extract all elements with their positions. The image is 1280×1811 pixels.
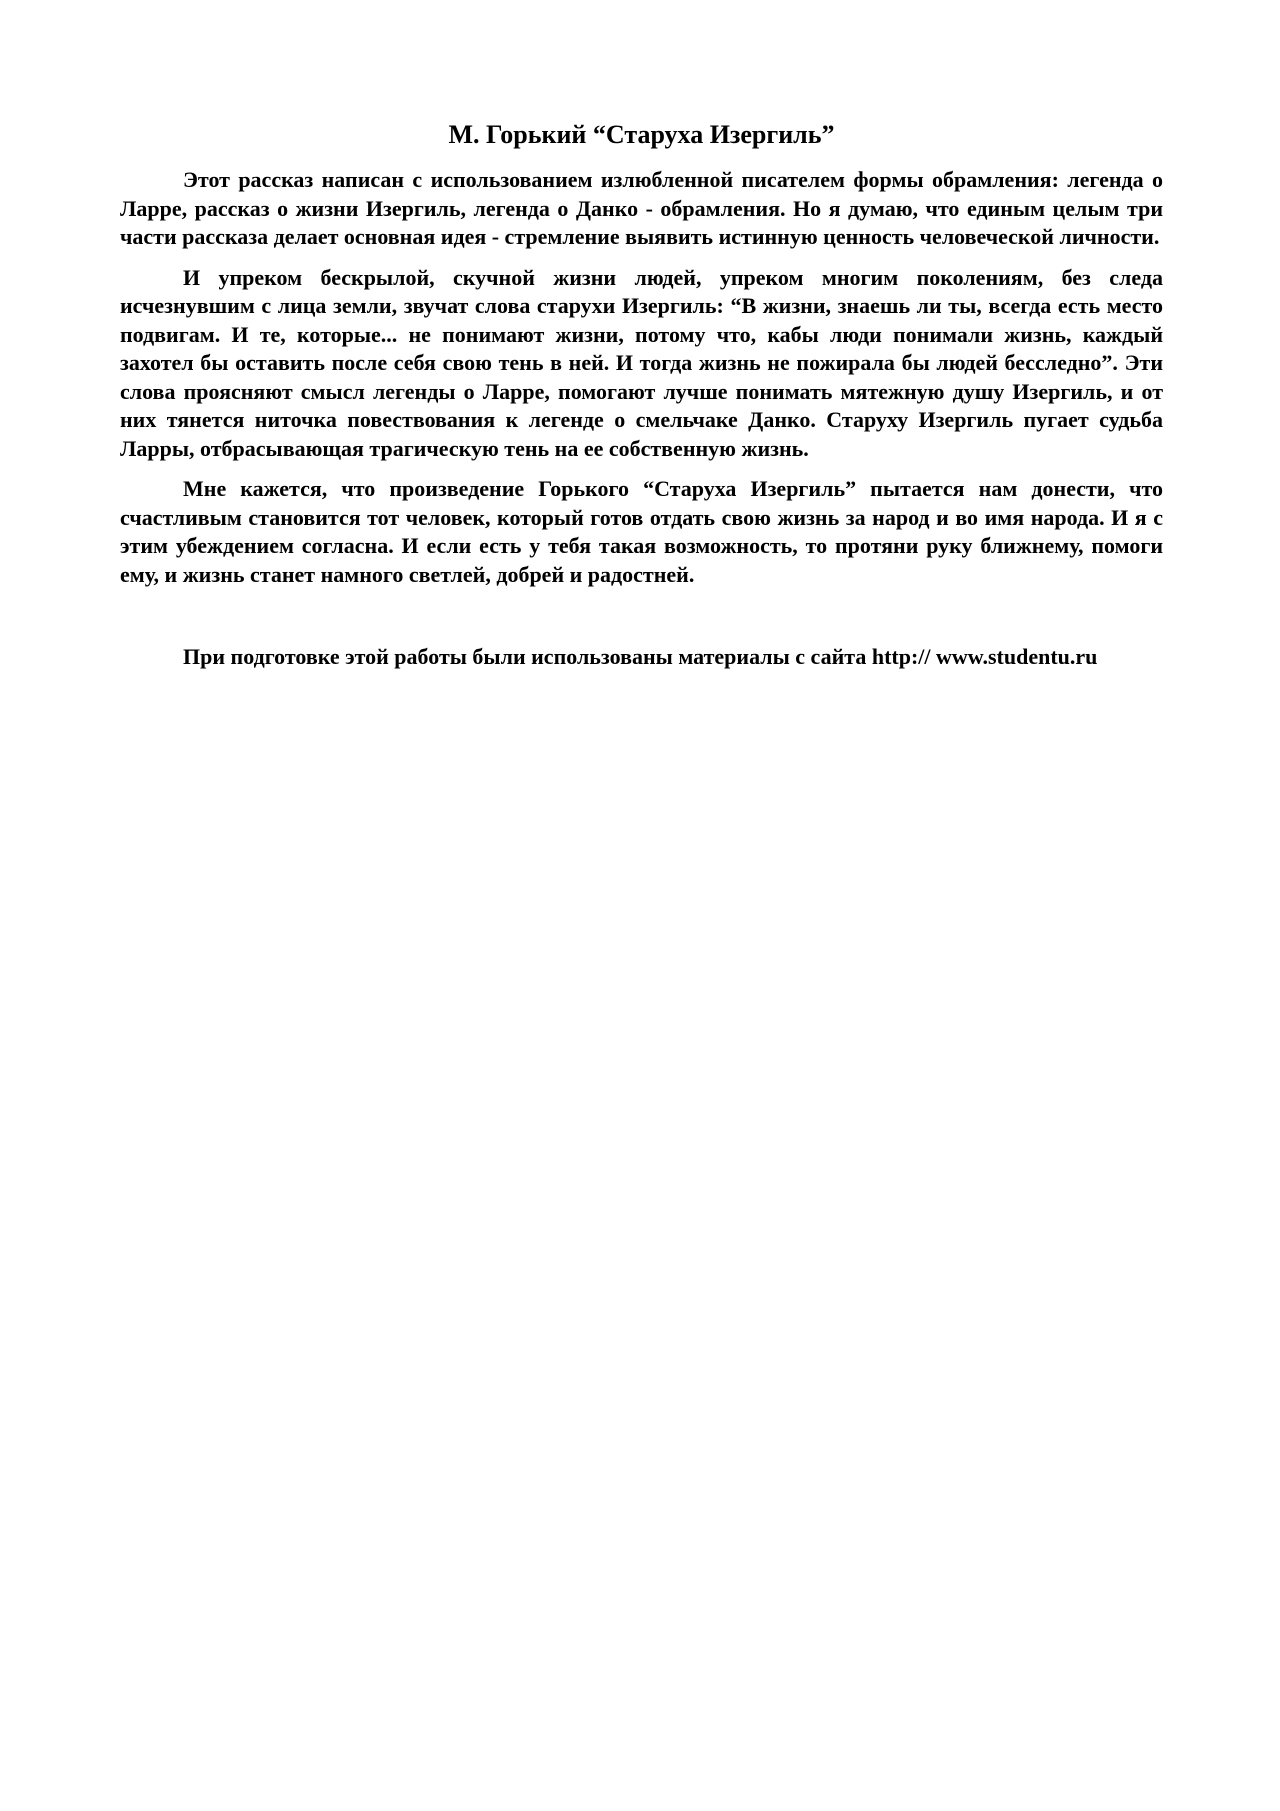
- paragraph-1: Этот рассказ написан с использованием излюбленной писателем формы обрамления: легенда о Ларре, рассказ о жизни Изергиль, легенда о Данко - обрамления. Но я думаю, что единым целым три части рассказа делает основная идея - стремление выявить истинную ценность человеческой личности.: [120, 167, 1163, 249]
- paragraph-2: И упреком бескрылой, скучной жизни людей, упреком многим поколениям, без следа исчезнувшим с лица земли, звучат слова старухи Изергиль: “В жизни, знаешь ли ты, всегда есть место подвигам. И те, которые... не понимают жизни, потому что, кабы люди понимали жизнь, каждый захотел бы оставить после себя свою тень в ней. И тогда жизнь не пожирала бы людей бесследно”. Эти слова проясняют смысл легенды о Ларре, помогают лучше понимать мятежную душу Изергиль, и от них тянется ниточка повествования к легенде о смельчаке Данко. Старуху Изергиль пугает судьба Ларры, отбрасывающая трагическую тень на ее собственную жизнь.: [120, 264, 1163, 461]
- paragraph-3: Мне кажется, что произведение Горького “Старуха Изергиль” пытается нам донести, что счастливым становится тот человек, который готов отдать свою жизнь за народ и во имя народа. И я с этим убеждением согласна. И если есть у тебя такая возможность, то протяни руку ближнему, помоги ему, и жизнь станет намного светлей, добрей и радостней.: [120, 476, 1163, 587]
- source-note: При подготовке этой работы были использованы материалы с сайта http:// www.studentu.ru: [183, 644, 1098, 669]
- document-page: [120, 118, 1163, 684]
- document-title: М. Горький “Старуха Изергиль”: [448, 120, 835, 149]
- paragraph-spacer: [120, 601, 1163, 643]
